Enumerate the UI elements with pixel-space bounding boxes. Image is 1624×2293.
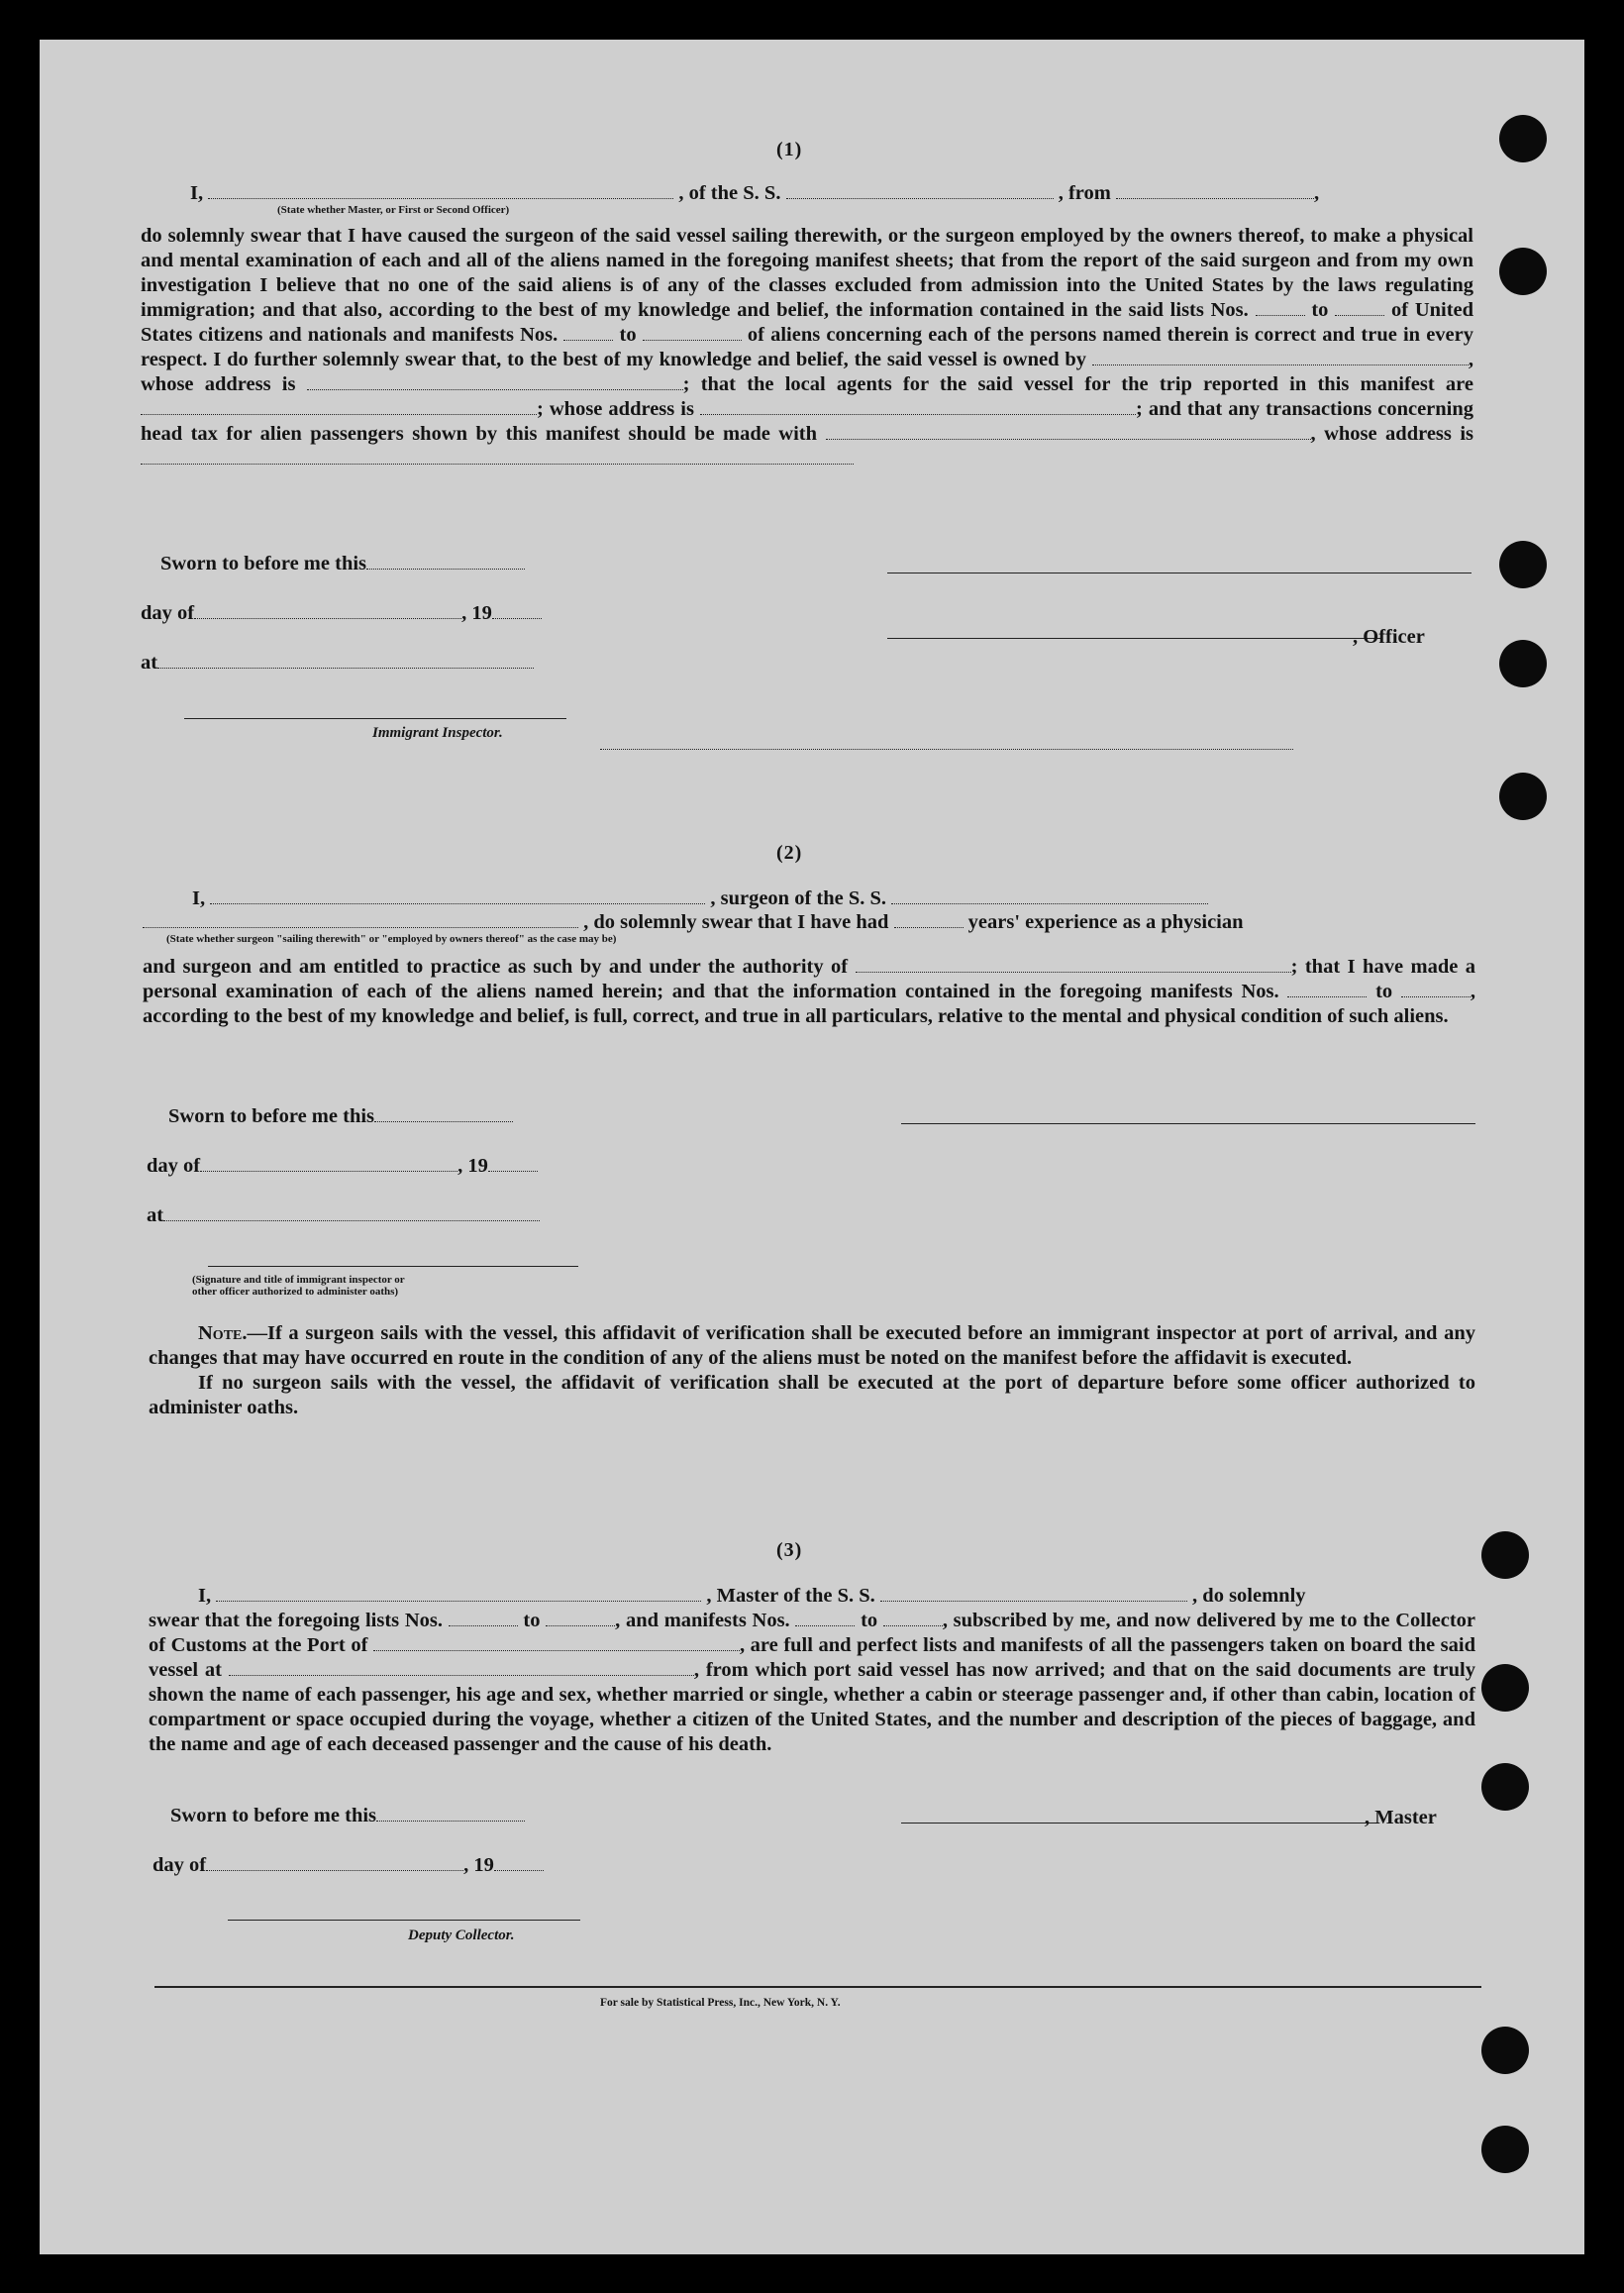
- section-1-caption-officer: (State whether Master, or First or Second Officer): [277, 204, 510, 216]
- section-2-number: (2): [776, 842, 803, 864]
- footer-rule: [154, 1986, 1481, 1988]
- punch-hole-4: [1499, 640, 1547, 687]
- section-2-line-2: , do solemnly swear that I have had years' experience as a physician: [143, 911, 1479, 934]
- note-label: Note.: [198, 1322, 248, 1344]
- punch-hole-9: [1481, 2027, 1529, 2074]
- printer-footer: For sale by Statistical Press, Inc., New York, N. Y.: [600, 1997, 841, 2009]
- section-3-sworn-line: Sworn to before me this: [170, 1805, 525, 1827]
- note-block: [149, 1321, 1475, 1420]
- section-3-master-line: [901, 1823, 1376, 1824]
- section-1-inspector-line: [184, 718, 566, 719]
- section-1-from-label: , from: [1058, 182, 1111, 204]
- section-1-inspector-caption: Immigrant Inspector.: [372, 725, 503, 741]
- section-2-caption-surgeon: (State whether surgeon "sailing therewith" or "employed by owners thereof" as the case may be): [166, 933, 617, 945]
- punch-hole-7: [1481, 1664, 1529, 1712]
- section-2-day-line: day of , 19: [147, 1155, 538, 1178]
- section-1-number: (1): [776, 139, 803, 160]
- section-2-sworn-line: Sworn to before me this: [168, 1105, 513, 1128]
- punch-hole-10: [1481, 2126, 1529, 2173]
- section-3-master-label: , Master: [1365, 1807, 1437, 1828]
- section-1-at-line: at: [141, 652, 534, 675]
- section-1-dotted-line: [600, 749, 1293, 750]
- manifest-affidavit-page: [40, 40, 1584, 2254]
- section-1-officer-line-2: [887, 638, 1382, 639]
- section-1-day-line: day of , 19: [141, 602, 542, 625]
- section-3-deputy-caption: Deputy Collector.: [408, 1928, 515, 1943]
- punch-hole-8: [1481, 1763, 1529, 1811]
- section-2-body: and surgeon and am entitled to practice as such by and under the authority of ; that I have made a personal examination of each of the aliens named herein; and that the information contained in the foregoing manifests Nos. to , according to the best of my knowledge and belief, is full, correct, and true in all particulars, relative to the mental and physical condition of such aliens.: [143, 956, 1476, 1027]
- section-2-at-line: at: [147, 1204, 540, 1227]
- section-2-signature-line: [901, 1123, 1475, 1124]
- section-1-officer-label: , Officer: [1353, 626, 1425, 648]
- note-text-1: —If a surgeon sails with the vessel, this affidavit of verification shall be executed before an immigrant inspector at port of arrival, and any changes that may have occurred en route in the condition of any of the aliens must be noted on the manifest before the affidavit is executed.: [149, 1322, 1475, 1369]
- section-1-line-1: I, , of the S. S. , from ,: [190, 182, 1320, 204]
- section-2-caption-signature: (Signature and title of immigrant inspector or other officer authorized to administer oaths): [192, 1274, 405, 1298]
- section-1-i: I,: [190, 182, 204, 204]
- section-2-line-1: I, , surgeon of the S. S.: [192, 887, 1479, 910]
- punch-hole-3: [1499, 541, 1547, 588]
- section-1-body: do solemnly swear that I have caused the surgeon of the said vessel sailing therewith, or the surgeon employed by the owners thereof, to make a physical and mental examination of each and all of the aliens named in the foregoing manifest sheets; that from the report of the said surgeon and from my own investigation I believe that no one of the said aliens is of any of the classes excluded from admission into the United States by the laws regulating immigration; and that also, according to the best of my knowledge and belief, the information contained in the said lists Nos. to of United States citizens and nationals and manifests Nos. to of aliens concerning each of the persons named therein is correct and true in every respect. I do further solemnly swear that, to the best of my knowledge and belief, the said vessel is owned by , whose address is ; that the local agents for the said vessel for the trip reported in this manifest are ; whose address is ; and that any transactions concerning head tax for alien passengers shown by this manifest should be made with , whose address is: [141, 224, 1473, 471]
- section-3-body: swear that the foregoing lists Nos. to , and manifests Nos. to , subscribed by me, and now delivered by me to the Collector of Customs at the Port of , are full and perfect lists and manifests of all the passengers taken on board the said vessel at , from which port said vessel has now arrived; and that on the said documents are truly shown the name of each passenger, his age and sex, whether married or single, whether a cabin or steerage passenger and, if other than cabin, location of compartment or space occupied during the voyage, whether a citizen of the United States, and the number and description of the pieces of baggage, and the name and age of each deceased passenger and the cause of his death.: [149, 1610, 1476, 1755]
- punch-hole-2: [1499, 248, 1547, 295]
- punch-hole-6: [1481, 1531, 1529, 1579]
- section-3-number: (3): [776, 1539, 803, 1561]
- punch-hole-1: [1499, 115, 1547, 162]
- note-text-2: If no surgeon sails with the vessel, the affidavit of verification shall be executed at the port of departure before some officer authorized to administer oaths.: [149, 1372, 1475, 1418]
- section-2-inspector-line: [208, 1266, 578, 1267]
- section-1-ship-label: , of the S. S.: [678, 182, 781, 204]
- section-3-line-1: I, , Master of the S. S. , do solemnly: [198, 1585, 1306, 1607]
- section-1-sworn-line: Sworn to before me this: [160, 553, 525, 575]
- section-3-day-line: day of , 19: [152, 1854, 544, 1877]
- punch-hole-5: [1499, 773, 1547, 820]
- section-3-deputy-line: [228, 1920, 580, 1921]
